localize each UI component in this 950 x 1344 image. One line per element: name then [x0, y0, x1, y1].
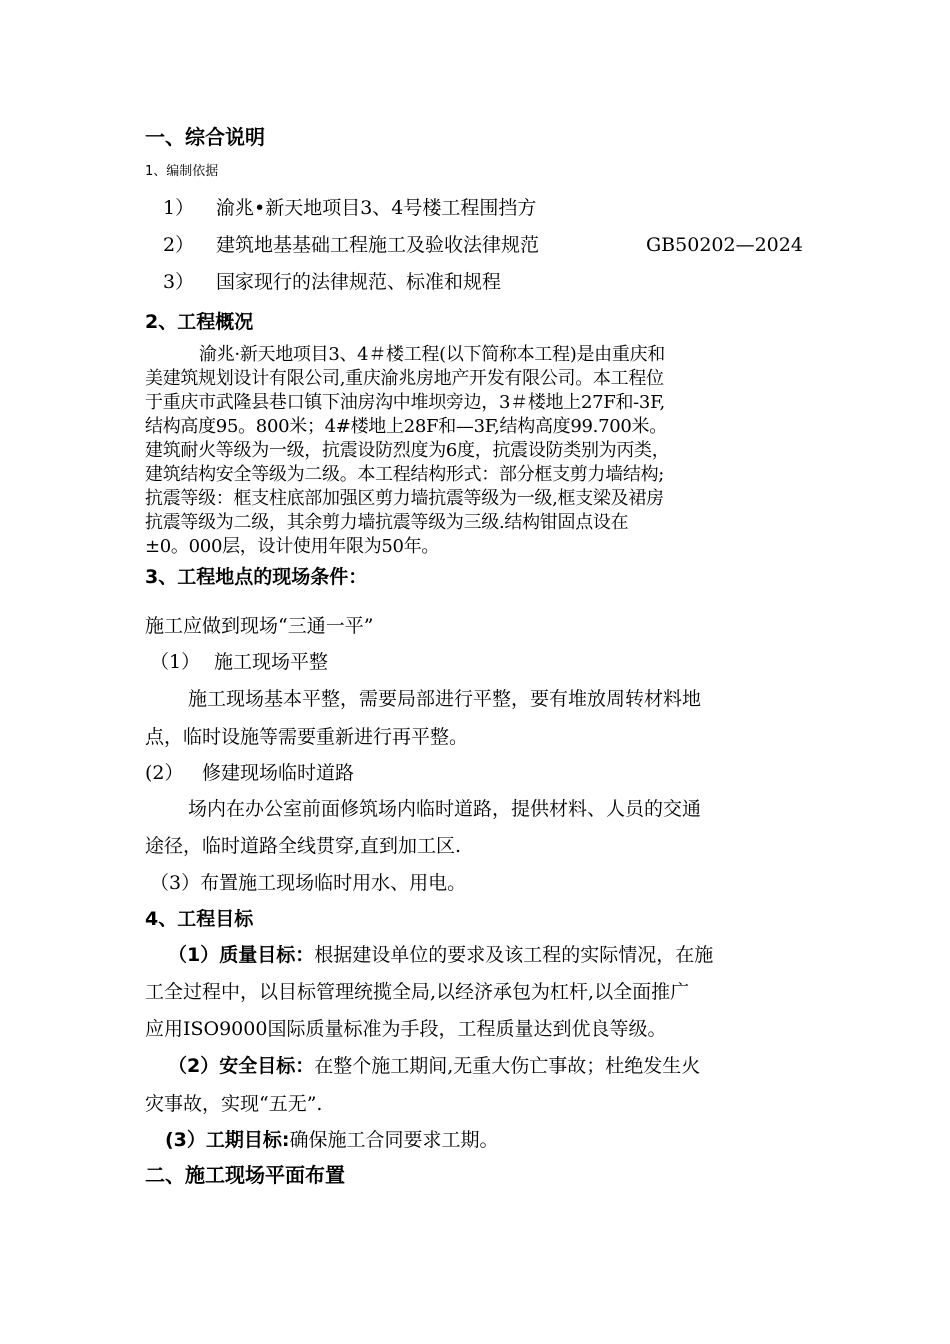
overview-title: 2、工程概况: [145, 311, 254, 333]
site-item-2-line: 途径，临时道路全线贯穿,直到加工区.: [145, 835, 462, 857]
section-heading-general: 一、综合说明: [145, 125, 265, 149]
site-intro: 施工应做到现场“三通一平”: [145, 615, 374, 637]
overview-line: 结构高度95。800米；4#楼地上28F和—3F,结构高度99.700米。: [145, 416, 667, 437]
goal-schedule-label: (3）工期目标:: [165, 1129, 290, 1151]
site-item-2-line: 场内在办公室前面修筑场内临时道路，提供材料、人员的交通: [188, 798, 702, 820]
overview-line: 渝兆·新天地项目3、4＃楼工程(以下简称本工程)是由重庆和: [199, 344, 665, 365]
site-item-1-title: 施工现场平整: [214, 651, 329, 673]
basis-title: 1、编制依据: [145, 164, 219, 179]
overview-line: 建筑结构安全等级为二级。本工程结构形式：部分框支剪力墙结构;: [145, 464, 665, 485]
goal-quality-line: 应用ISO9000国际质量标准为手段，工程质量达到优良等级。: [145, 1018, 667, 1040]
site-item-2-title: 修建现场临时道路: [202, 762, 355, 784]
basis-item-1-num: 1）: [163, 197, 195, 219]
basis-item-3-num: 3）: [163, 271, 195, 293]
goal-schedule-text: 确保施工合同要求工期。: [289, 1129, 499, 1151]
goal-safety-label: （2）安全目标：: [168, 1055, 315, 1077]
section-heading-layout: 二、施工现场平面布置: [145, 1163, 345, 1187]
goal-quality-line: 工全过程中，以目标管理统揽全局,以经济承包为杠杆,以全面推广: [145, 981, 690, 1003]
site-item-1-line: 施工现场基本平整，需要局部进行平整，要有堆放周转材料地: [188, 688, 702, 710]
goal-schedule-line: [165, 1131, 499, 1150]
overview-line: ±0。000层，设计使用年限为50年。: [145, 536, 440, 557]
site-item-3: （3）布置施工现场临时用水、用电。: [150, 872, 467, 894]
site-title: 3、工程地点的现场条件：: [145, 566, 368, 588]
goal-safety-line: 灾事故，实现“五无”.: [145, 1093, 323, 1115]
overview-line: 抗震等级：框支柱底部加强区剪力墙抗震等级为一级,框支梁及裙房: [145, 488, 664, 509]
site-item-2-num: (2）: [145, 762, 184, 784]
basis-item-2-num: 2）: [163, 234, 195, 256]
site-item-1-line: 点，临时设施等需要重新进行再平整。: [145, 726, 469, 748]
goal-quality-label: （1）质量目标：: [168, 944, 315, 966]
goal-quality-text: 根据建设单位的要求及该工程的实际情况，在施: [314, 944, 714, 966]
basis-item-1-text: 渝兆•新天地项目3、4号楼工程围挡方: [216, 197, 537, 219]
site-item-1-num: （1）: [150, 651, 201, 673]
basis-item-2-text: 建筑地基基础工程施工及验收法律规范: [216, 234, 540, 256]
goal-safety-line: [168, 1057, 700, 1076]
goals-title: 4、工程目标: [145, 908, 254, 930]
overview-line: 于重庆市武隆县巷口镇下油房沟中堆坝旁边，3＃楼地上27F和-3F,: [145, 392, 665, 413]
overview-line: 抗震等级为二级，其余剪力墙抗震等级为三级.结构钳固点设在: [145, 512, 629, 533]
basis-item-2-code: GB50202—2024: [646, 234, 803, 256]
goal-safety-text: 在整个施工期间,无重大伤亡事故；杜绝发生火: [314, 1055, 701, 1077]
goal-quality-line: [168, 946, 713, 965]
basis-item-3-text: 国家现行的法律规范、标准和规程: [216, 271, 502, 293]
overview-line: 建筑耐火等级为一级，抗震设防烈度为6度，抗震设防类别为丙类，: [145, 440, 670, 461]
overview-line: 美建筑规划设计有限公司,重庆渝兆房地产开发有限公司。本工程位: [145, 368, 664, 389]
